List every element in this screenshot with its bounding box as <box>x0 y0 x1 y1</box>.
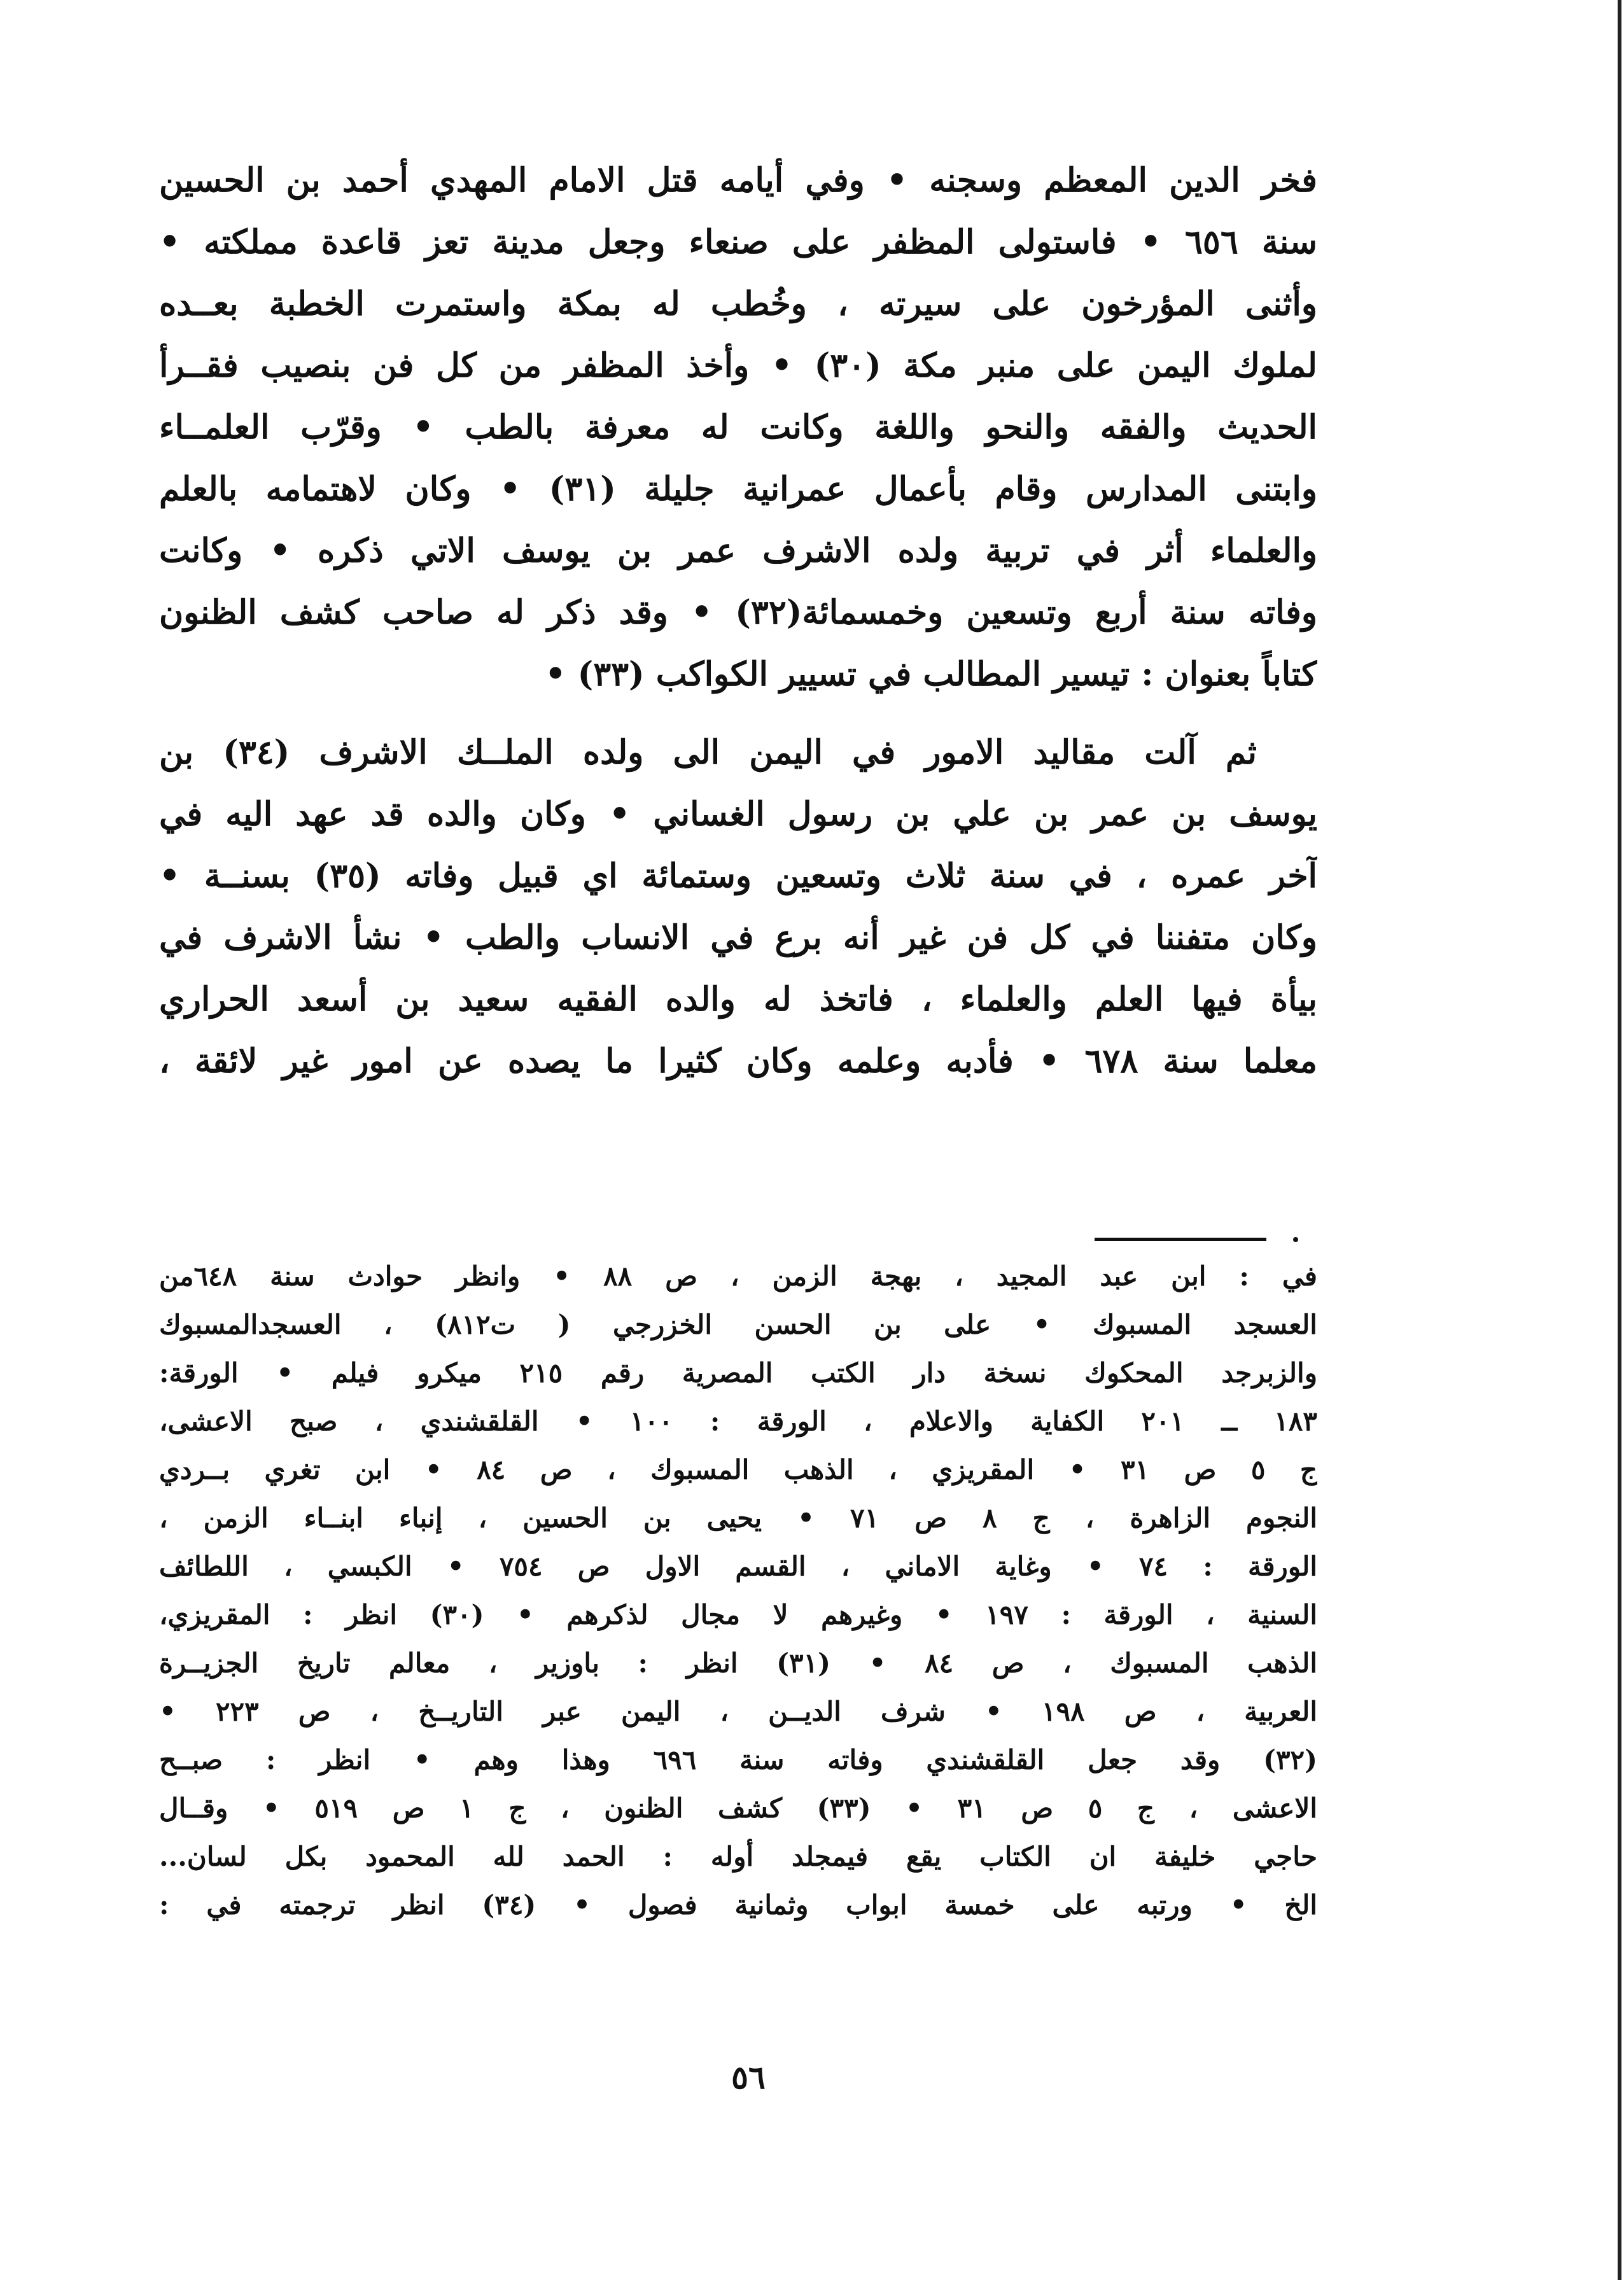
footnote-separator <box>1095 1238 1266 1241</box>
body-line: فخر الدين المعظم وسجنه • وفي أيامه قتل الامام المهدي أحمد بن الحسين <box>159 161 1317 200</box>
footnote-line: الخ • ورتبه على خمسة ابواب وثمانية فصول • (٣٤) انظر ترجمته في : <box>159 1889 1317 1920</box>
body-text <box>159 150 1317 1092</box>
footnote-line: حاجي خليفة ان الكتاب يقع فيمجلد أوله : الحمد لله المحمود بكل لسان... <box>159 1841 1317 1872</box>
body-line: كتاباً بعنوان : تيسير المطالب في تسيير الكواكب (٣٣) • <box>545 655 1317 694</box>
footnote-line: العربية ، ص ١٩٨ • شرف الديــن ، اليمن عبر التاريــخ ، ص ٢٢٣ • <box>159 1696 1317 1727</box>
footnote-line: العسجد المسبوك • على بن الحسن الخزرجي ( ت٨١٢) ، العسجدالمسبوك <box>159 1309 1317 1340</box>
body-line: وكان متفننا في كل فن غير أنه برع في الانساب والطب • نشأ الاشرف في <box>159 918 1317 957</box>
footnote-line: ١٨٣ ــ ٢٠١ الكفاية والاعلام ، الورقة : ١٠٠ • القلقشندي ، صبح الاعشى، <box>159 1406 1317 1437</box>
footnote-separator-dot <box>1293 1237 1298 1242</box>
body-line: آخر عمره ، في سنة ثلاث وتسعين وستمائة اي قبيل وفاته (٣٥) بسنــة • <box>159 857 1317 895</box>
footnote-line: الاعشى ، ج ٥ ص ٣١ • (٣٣) كشف الظنون ، ج ١ ص ٥١٩ • وقــال <box>159 1793 1317 1824</box>
body-line: بيأة فيها العلم والعلماء ، فاتخذ له والده الفقيه سعيد بن أسعد الحراري <box>159 980 1317 1019</box>
body-line: سنة ٦٥٦ • فاستولى المظفر على صنعاء وجعل مدينة تعز قاعدة مملكته • <box>159 223 1317 262</box>
body-line: وابتنى المدارس وقام بأعمال عمرانية جليلة (٣١) • وكان لاهتمامه بالعلم <box>159 470 1317 508</box>
page-number: ٥٦ <box>731 2059 766 2096</box>
body-line: ثم آلت مقاليد الامور في اليمن الى ولده الملــك الاشرف (٣٤) بن <box>159 733 1257 772</box>
body-line: معلما سنة ٦٧٨ • فأدبه وعلمه وكان كثيرا ما يصده عن امور غير لائقة ، <box>159 1042 1317 1081</box>
paragraph-gap <box>159 705 1317 722</box>
body-line: وأثنى المؤرخون على سيرته ، وخُطب له بمكة واستمرت الخطبة بعــده <box>159 284 1317 323</box>
body-line: وفاته سنة أربع وتسعين وخمسمائة(٣٢) • وقد ذكر له صاحب كشف الظنون <box>159 593 1317 632</box>
body-line: والعلماء أثر في تربية ولده الاشرف عمر بن يوسف الاتي ذكره • وكانت <box>159 531 1317 570</box>
footnote-line: في : ابن عبد المجيد ، بهجة الزمن ، ص ٨٨ • وانظر حوادث سنة ٦٤٨من <box>159 1261 1317 1292</box>
footnote-line: الورقة : ٧٤ • وغاية الاماني ، القسم الاول ص ٧٥٤ • الكبسي ، اللطائف <box>159 1551 1317 1582</box>
footnote-line: والزبرجد المحكوك نسخة دار الكتب المصرية رقم ٢١٥ ميكرو فيلم • الورقة: <box>159 1357 1317 1388</box>
footnote-line: الذهب المسبوك ، ص ٨٤ • (٣١) انظر : باوزير ، معالم تاريخ الجزيــرة <box>159 1647 1317 1679</box>
footnote-line: السنية ، الورقة : ١٩٧ • وغيرهم لا مجال لذكرهم • (٣٠) انظر : المقريزي، <box>159 1599 1317 1630</box>
footnotes <box>159 1252 1317 1929</box>
body-line: لملوك اليمن على منبر مكة (٣٠) • وأخذ المظفر من كل فن بنصيب فقــرأ <box>159 346 1317 385</box>
body-line: الحديث والفقه والنحو واللغة وكانت له معرفة بالطب • وقرّب العلمــاء <box>159 408 1317 447</box>
footnote-line: ج ٥ ص ٣١ • المقريزي ، الذهب المسبوك ، ص ٨٤ • ابن تغري بــردي <box>159 1454 1317 1485</box>
body-line: يوسف بن عمر بن علي بن رسول الغساني • وكان والده قد عهد اليه في <box>159 795 1317 834</box>
footnote-line: النجوم الزاهرة ، ج ٨ ص ٧١ • يحيى بن الحسين ، إنباء ابنــاء الزمن ، <box>159 1502 1317 1534</box>
footnote-line: (٣٢) وقد جعل القلقشندي وفاته سنة ٦٩٦ وهذا وهم • انظر : صبــح <box>159 1744 1317 1775</box>
page-edge-border <box>1618 0 1621 2280</box>
